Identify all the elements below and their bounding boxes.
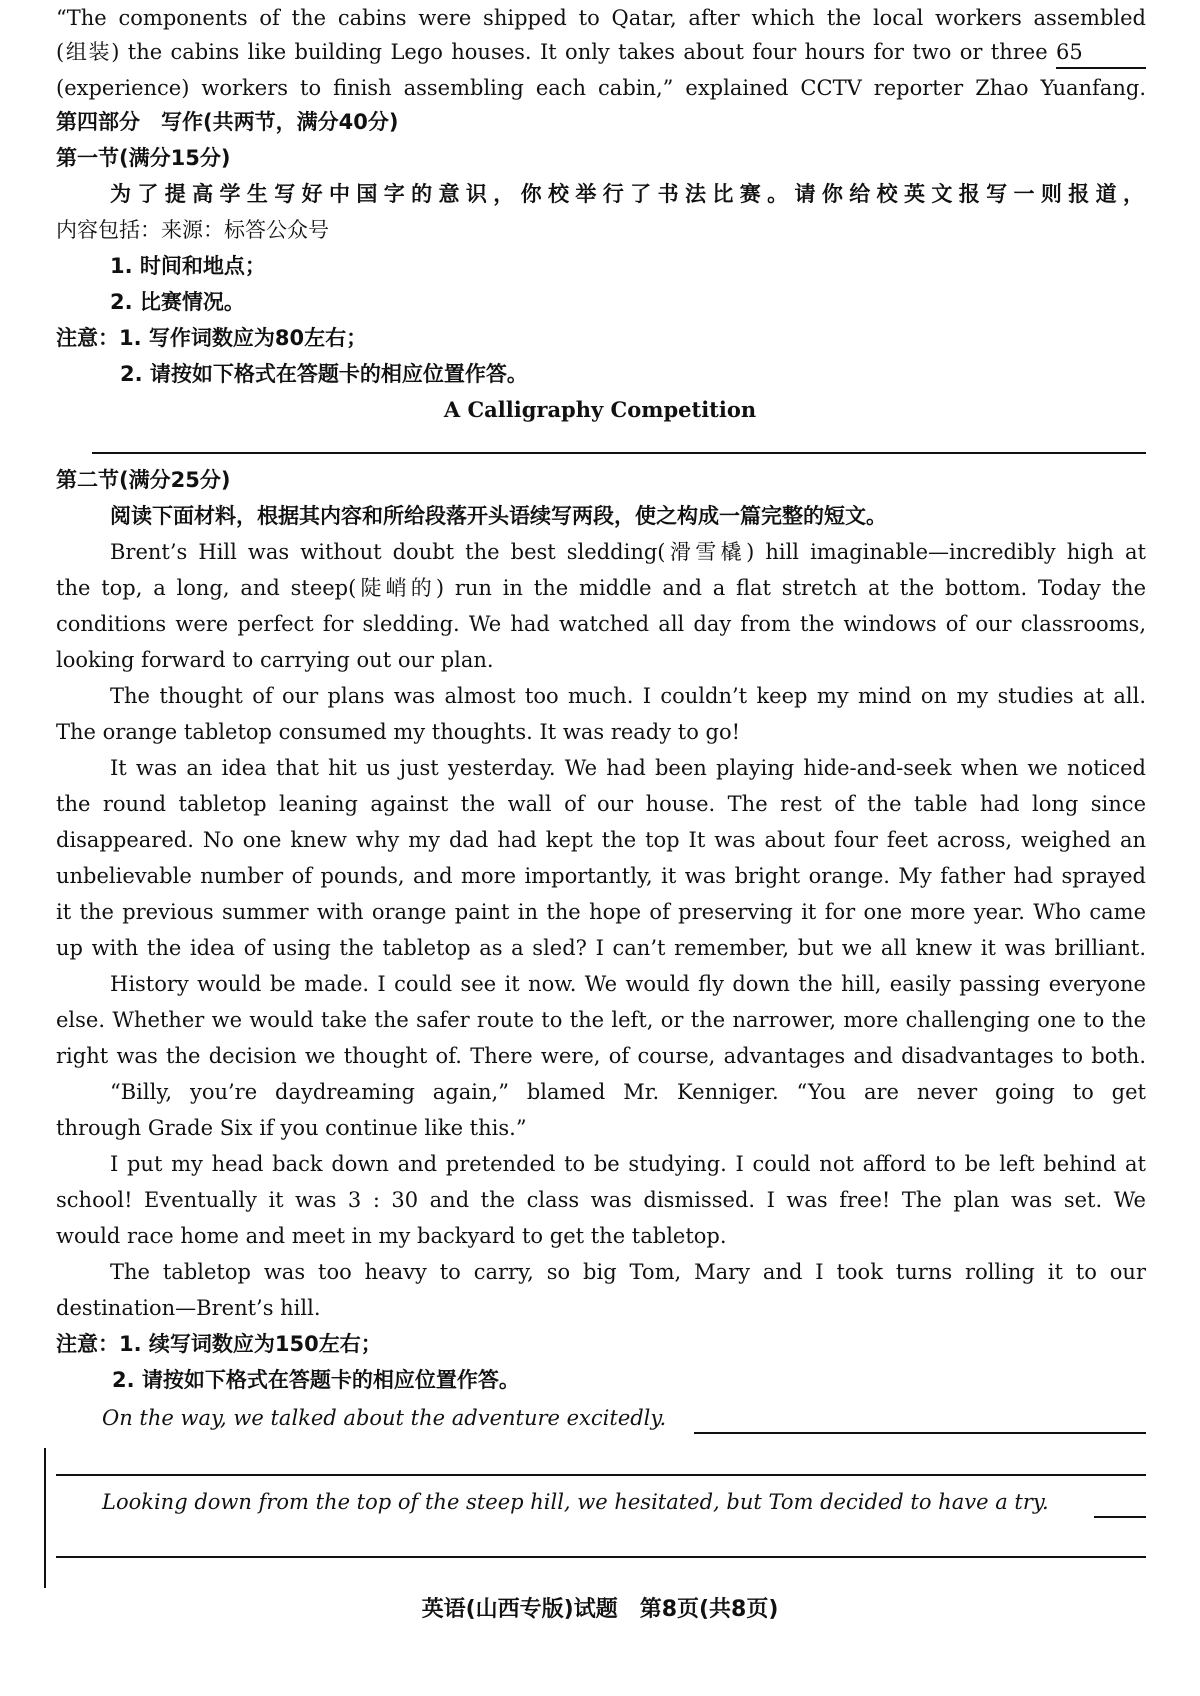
- answer-line: [56, 1556, 1146, 1558]
- story-line: the top, a long, and steep(陡峭的) run in the middle and a flat stretch at the bottom. Today the: [56, 576, 1146, 600]
- section1-item-1: 1. 时间和地点；: [110, 254, 266, 278]
- passage-text: (组装) the cabins like building Lego houses. It only takes about four hours for two or three: [56, 40, 1048, 64]
- answer-line: [92, 452, 1146, 454]
- story-line: The orange tabletop consumed my thoughts. It was ready to go!: [56, 720, 741, 744]
- story-line: Brent’s Hill was without doubt the best sledding(滑雪橇) hill imaginable—incredibly high at: [110, 540, 1146, 564]
- section1-prompt-cont: 内容包括：来源：标答公众号: [56, 218, 329, 242]
- story-line: looking forward to carrying out our plan.: [56, 648, 494, 672]
- section2-heading: 第二节(满分25分): [56, 468, 231, 492]
- story-line: it the previous summer with orange paint in the hope of preserving it for one more year. Who came: [56, 900, 1146, 924]
- section1-item-2: 2. 比赛情况。: [110, 290, 245, 314]
- story-line: else. Whether we would take the safer route to the left, or the narrower, more challenging one to the: [56, 1008, 1146, 1032]
- story-line: It was an idea that hit us just yesterday. We had been playing hide-and-seek when we noticed: [110, 756, 1146, 780]
- story-line: History would be made. I could see it now. We would fly down the hill, easily passing everyone: [110, 972, 1146, 996]
- story-line: unbelievable number of pounds, and more importantly, it was bright orange. My father had sprayed: [56, 864, 1146, 888]
- essay-title: A Calligraphy Competition: [443, 397, 757, 422]
- story-line: I put my head back down and pretended to be studying. I could not afford to be left behind at: [110, 1152, 1146, 1176]
- story-line: The tabletop was too heavy to carry, so big Tom, Mary and I took turns rolling it to our: [110, 1260, 1146, 1284]
- story-line: The thought of our plans was almost too much. I couldn’t keep my mind on my studies at all.: [110, 684, 1146, 708]
- passage-line: “The components of the cabins were shipped to Qatar, after which the local workers assembled: [56, 6, 1146, 30]
- section1-heading: 第一节(满分15分): [56, 146, 231, 170]
- part4-heading: 第四部分 写作(共两节，满分40分): [56, 110, 399, 134]
- section1-note-1: 注意：1. 写作词数应为80左右；: [56, 326, 368, 350]
- story-line: the round tabletop leaning against the wall of our house. The rest of the table had long since: [56, 792, 1146, 816]
- section2-note-2: 2. 请按如下格式在答题卡的相应位置作答。: [112, 1368, 520, 1392]
- story-line: would race home and meet in my backyard to get the tabletop.: [56, 1224, 727, 1248]
- blank-65: 65: [1056, 37, 1146, 69]
- story-line: school! Eventually it was 3 : 30 and the class was dismissed. I was free! The plan was set. We: [56, 1188, 1146, 1212]
- answer-line: [1094, 1516, 1146, 1518]
- story-line: through Grade Six if you continue like this.”: [56, 1116, 527, 1140]
- story-line: up with the idea of using the tabletop as a sled? I can’t remember, but we all knew it was brilliant.: [56, 936, 1146, 960]
- section2-note-1: 注意：1. 续写词数应为150左右；: [56, 1332, 382, 1356]
- passage-line: [56, 34, 1146, 70]
- story-line: “Billy, you’re daydreaming again,” blamed Mr. Kenniger. “You are never going to get: [110, 1080, 1146, 1104]
- story-line: disappeared. No one knew why my dad had kept the top It was about four feet across, weighed an: [56, 828, 1146, 852]
- answer-line: [56, 1474, 1146, 1476]
- story-line: conditions were perfect for sledding. We had watched all day from the windows of our classrooms,: [56, 612, 1146, 636]
- section1-note-2: 2. 请按如下格式在答题卡的相应位置作答。: [120, 362, 528, 386]
- section2-instruction: 阅读下面材料，根据其内容和所给段落开头语续写两段，使之构成一篇完整的短文。: [110, 504, 887, 528]
- section1-prompt: 为了提高学生写好中国字的意识，你校举行了书法比赛。请你给校英文报写一则报道，: [110, 182, 1144, 206]
- answer-line: [694, 1432, 1146, 1434]
- page-footer: 英语(山西专版)试题 第8页(共8页): [421, 1597, 779, 1622]
- passage-line: (experience) workers to finish assembling each cabin,” explained CCTV reporter Zhao Yuanfang.: [56, 76, 1146, 100]
- answer-box-border: [44, 1448, 46, 1588]
- paragraph-starter-1: On the way, we talked about the adventure excitedly.: [102, 1406, 667, 1430]
- paragraph-starter-2: Looking down from the top of the steep hill, we hesitated, but Tom decided to have a try.: [102, 1490, 1049, 1514]
- story-line: destination—Brent’s hill.: [56, 1296, 321, 1320]
- story-line: right was the decision we thought of. There were, of course, advantages and disadvantages to both.: [56, 1044, 1146, 1068]
